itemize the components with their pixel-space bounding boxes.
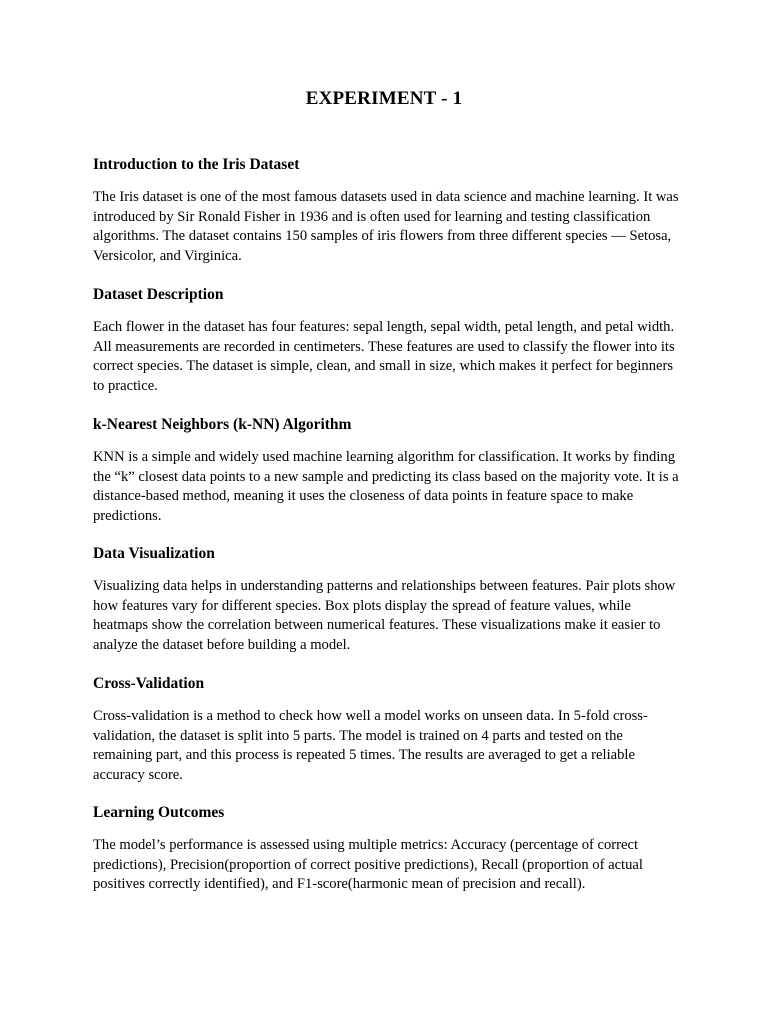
section-body: Cross-validation is a method to check how well a model works on unseen data. In 5-fold cross-validation, the dataset is split into 5 parts. The model is trained on 4 parts and tested on the remaining part, and this process is repeated 5 times. The results are averaged to get a reliable accuracy score. [93,708,648,783]
section-introduction [93,155,683,266]
section-heading: Introduction to the Iris Dataset [93,156,300,173]
section-body: Visualizing data helps in understanding patterns and relationships between features. Pair plots show how features vary for different species. Box plots display the spread of feature values, while heatmaps show the correlation between numerical features. These visualizations make it easier to analyze the dataset before building a model. [93,578,676,653]
section-body: The model’s performance is assessed using multiple metrics: Accuracy (percentage of correct predictions), Precision(proportion of correct positive predictions), Recall (proportion of actual positives correctly identified), and F1-score(harmonic mean of precision and recall). [93,837,643,893]
section-heading: Dataset Description [93,286,224,303]
section-cross-validation [93,674,683,785]
section-data-visualization [93,544,683,655]
section-knn-algorithm [93,415,683,526]
section-body: Each flower in the dataset has four features: sepal length, sepal width, petal length, and petal width. All measurements are recorded in centimeters. These features are used to classify the flower into its correct species. The dataset is simple, clean, and small in size, which makes it perfect for beginners to practice. [93,319,675,394]
section-heading: Learning Outcomes [93,804,225,821]
section-learning-outcomes [93,803,683,895]
section-dataset-description [93,285,683,396]
section-body: KNN is a simple and widely used machine learning algorithm for classification. It works by finding the “k” closest data points to a new sample and predicting its class based on the majority vote. It is a distance-based method, meaning it uses the closeness of data points in feature space to make predictions. [93,449,679,524]
section-heading: Cross-Validation [93,675,205,692]
section-body: The Iris dataset is one of the most famous datasets used in data science and machine learning. It was introduced by Sir Ronald Fisher in 1936 and is often used for learning and testing classification algorithms. The dataset contains 150 samples of iris flowers from three different species — Setosa, Versicolor, and Virginica. [93,189,679,264]
section-heading: k-Nearest Neighbors (k-NN) Algorithm [93,416,352,433]
section-heading: Data Visualization [93,545,215,562]
page-title: EXPERIMENT - 1 [305,88,463,109]
